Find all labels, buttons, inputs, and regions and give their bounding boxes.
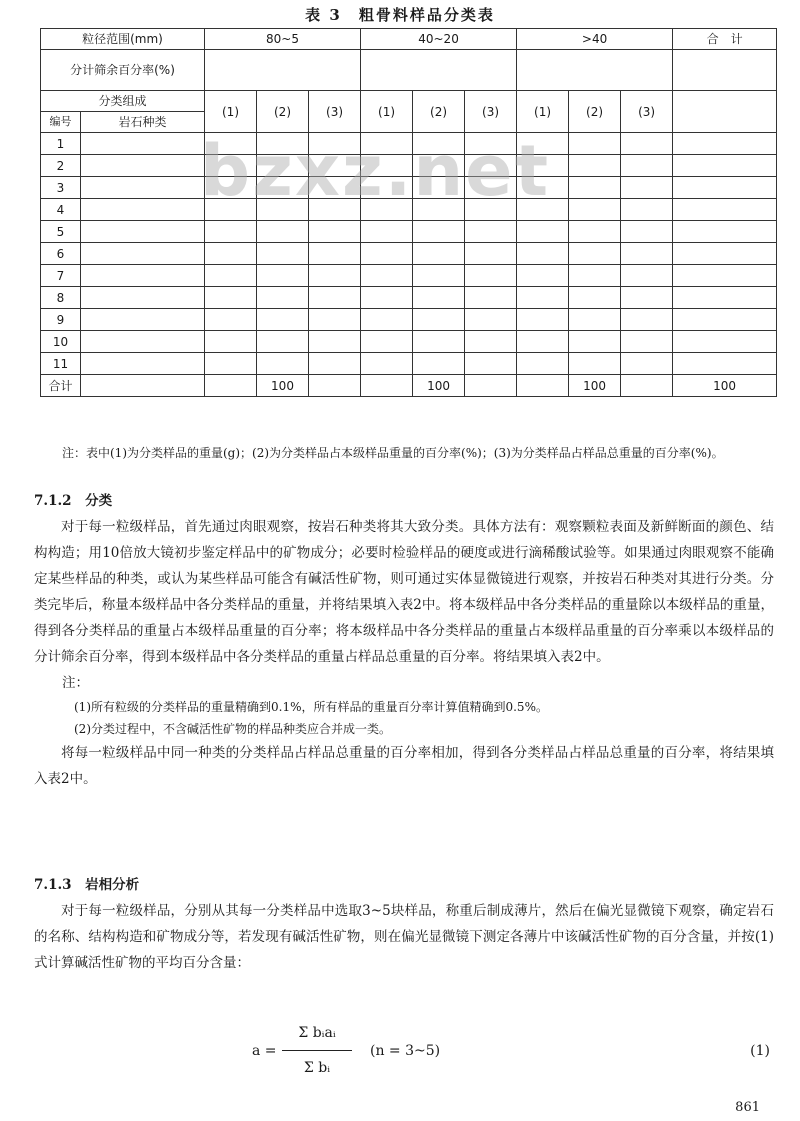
- sub-col-header: (1): [517, 91, 569, 133]
- row-number: 10: [41, 331, 81, 353]
- row-number: 5: [41, 221, 81, 243]
- formula-fraction: [282, 1018, 352, 1083]
- sub-col-header: (3): [309, 91, 361, 133]
- table-row: [41, 133, 777, 155]
- cell: [517, 50, 673, 91]
- row-number: 1: [41, 133, 81, 155]
- row-number: 2: [41, 155, 81, 177]
- row-number: 3: [41, 177, 81, 199]
- row-number: 4: [41, 199, 81, 221]
- formula-1: [240, 1010, 780, 1100]
- watermark: bzxz.net: [200, 130, 551, 212]
- table-title: 表 3 粗骨料样品分类表: [305, 6, 495, 24]
- sum-value: 100: [413, 375, 465, 397]
- size-range-2: 40~20: [361, 29, 517, 50]
- row-number: 11: [41, 353, 81, 375]
- row-number: 6: [41, 243, 81, 265]
- sub-col-header: (1): [205, 91, 257, 133]
- formula-numerator: Σ bᵢaᵢ: [298, 1025, 336, 1041]
- classification-table: [40, 28, 777, 397]
- sum-value: 100: [673, 375, 777, 397]
- table-note: 注：表中(1)为分类样品的重量(g)；(2)为分类样品占本级样品重量的百分率(%)；(3)为分类样品占样品总重量的百分率(%)。: [62, 446, 724, 460]
- sum-value: 100: [569, 375, 621, 397]
- formula-denominator: Σ bᵢ: [303, 1060, 331, 1076]
- table-row: [41, 243, 777, 265]
- table-row: [41, 177, 777, 199]
- note-item: (1)所有粒级的分类样品的重量精确到0.1%，所有样品的重量百分率计算值精确到0.5%。: [74, 700, 548, 714]
- fraction-bar: [282, 1050, 352, 1051]
- number-header: 编号: [41, 112, 81, 133]
- size-range-3: >40: [517, 29, 673, 50]
- paragraph: 对于每一粒级样品，首先通过肉眼观察，按岩石种类将其大致分类。具体方法有：观察颗粒表面及新鲜断面的颜色、结构构造；用10倍放大镜初步鉴定样品中的矿物成分；必要时检验样品的硬度或进行滴稀酸试验等。如果通过肉眼观察不能确定某些样品的种类，或认为某些样品可能含有碱活性矿物，则可通过实体显微镜进行观察，并按岩石种类对其进行分类。分类完毕后，称量本级样品中各分类样品的重量，并将结果填入表2中。将本级样品中各分类样品的重量除以本级样品的重量，得到各分类样品的重量占本级样品重量的百分率；将本级样品中各分类样品的重量占本级样品重量的百分率乘以本级样品的分计筛余百分率，得到本级样品中各分类样品的重量占样品总重量的百分率。将结果填入表2中。: [34, 519, 774, 665]
- section-7-1-2: [34, 488, 774, 792]
- cell: [205, 50, 361, 91]
- total-header: 合 计: [673, 29, 777, 50]
- table-row: [41, 265, 777, 287]
- table-row: [41, 353, 777, 375]
- table-row: [41, 331, 777, 353]
- paragraph: 将每一粒级样品中同一种类的分类样品占样品总重量的百分率相加，得到各分类样品占样品总重量的百分率，将结果填入表2中。: [34, 745, 774, 787]
- sub-col-header: (2): [257, 91, 309, 133]
- group-composition-label: 分类组成: [41, 91, 205, 112]
- size-range-1: 80~5: [205, 29, 361, 50]
- sub-col-header: (1): [361, 91, 413, 133]
- section-7-1-3: [34, 872, 774, 976]
- sum-label: 合计: [41, 375, 81, 397]
- table-row: [41, 155, 777, 177]
- sub-col-header: (2): [413, 91, 465, 133]
- cumulative-retained-label: 分计筛余百分率(%): [41, 50, 205, 91]
- equation-number: (1): [750, 1043, 770, 1059]
- table-row: [41, 309, 777, 331]
- cell: [361, 50, 517, 91]
- sub-col-header: (3): [621, 91, 673, 133]
- table-row: [41, 221, 777, 243]
- paragraph: 对于每一粒级样品，分别从其每一分类样品中选取3~5块样品，称重后制成薄片，然后在偏光显微镜下观察，确定岩石的名称、结构构造和矿物成分等，若发现有碱活性矿物，则在偏光显微镜下测定各薄片中该碱活性矿物的百分含量，并按(1)式计算碱活性矿物的平均百分含量：: [34, 903, 774, 971]
- row-number: 9: [41, 309, 81, 331]
- formula-lhs: a =: [252, 1043, 277, 1059]
- sum-row: [41, 375, 777, 397]
- table-row: [41, 199, 777, 221]
- table-row: [41, 287, 777, 309]
- rock-type-header: 岩石种类: [81, 112, 205, 133]
- row-number: 7: [41, 265, 81, 287]
- sum-value: 100: [257, 375, 309, 397]
- note-item: (2)分类过程中，不含碱活性矿物的样品种类应合并成一类。: [74, 722, 392, 736]
- note-label: 注：: [62, 675, 89, 691]
- cell: [673, 50, 777, 91]
- section-heading: 7.1.3 岩相分析: [34, 877, 140, 893]
- row-number: 8: [41, 287, 81, 309]
- section-heading: 7.1.2 分类: [34, 493, 113, 509]
- sub-col-header: (3): [465, 91, 517, 133]
- cell: [673, 91, 777, 133]
- formula-condition: (n = 3~5): [370, 1043, 441, 1059]
- size-range-header: 粒径范围(mm): [41, 29, 205, 50]
- sub-col-header: (2): [569, 91, 621, 133]
- page-number: 861: [735, 1100, 760, 1115]
